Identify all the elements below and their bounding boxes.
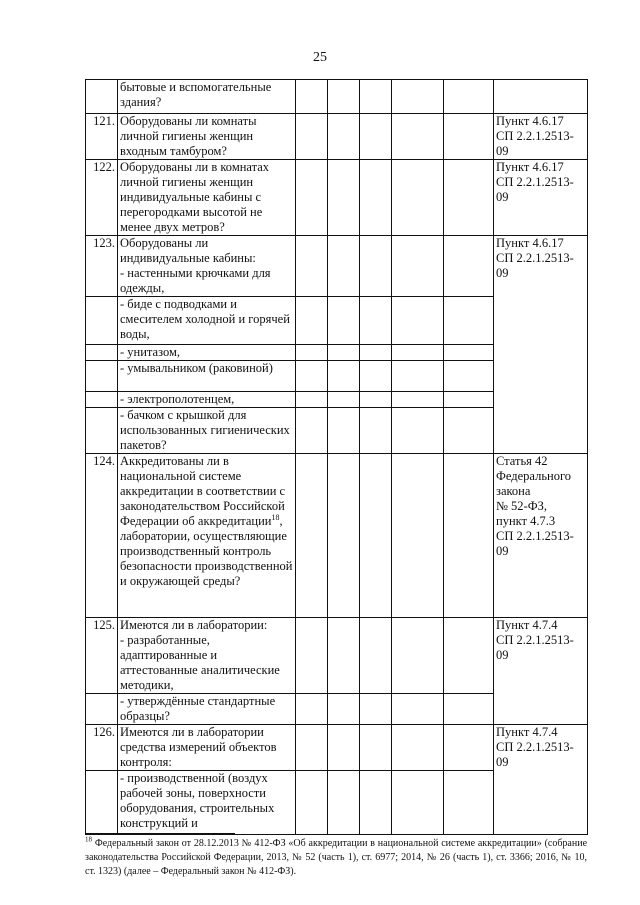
note-cell bbox=[444, 618, 494, 694]
note-cell bbox=[444, 236, 494, 297]
reference-cell: Пункт 4.7.4 СП 2.2.1.2513-09 bbox=[494, 618, 588, 725]
question-text: Оборудованы ли индивидуальные кабины: - настенными крючками для одежды, bbox=[120, 236, 271, 295]
answer-na-cell bbox=[360, 454, 392, 618]
answer-cell bbox=[392, 771, 444, 835]
question-cell bbox=[118, 771, 296, 835]
question-cell bbox=[118, 725, 296, 771]
table-row bbox=[86, 454, 588, 618]
table-row bbox=[86, 236, 588, 297]
row-number: 124. bbox=[86, 454, 118, 618]
answer-no-cell bbox=[328, 361, 360, 392]
question-cell bbox=[118, 361, 296, 392]
answer-na-cell bbox=[360, 771, 392, 835]
question-text: Оборудованы ли в комнатах личной гигиены женщин индивидуальные кабины с перегородками высотой не менее двух метров? bbox=[120, 160, 270, 234]
note-cell bbox=[444, 392, 494, 408]
answer-yes-cell bbox=[296, 160, 328, 236]
answer-cell bbox=[392, 160, 444, 236]
note-cell bbox=[444, 771, 494, 835]
row-number bbox=[86, 345, 118, 361]
answer-na-cell bbox=[360, 80, 392, 114]
answer-no-cell bbox=[328, 236, 360, 297]
answer-no-cell bbox=[328, 80, 360, 114]
note-cell bbox=[444, 297, 494, 345]
answer-no-cell bbox=[328, 114, 360, 160]
reference-cell: Пункт 4.6.17 СП 2.2.1.2513-09 bbox=[494, 236, 588, 454]
note-cell bbox=[444, 160, 494, 236]
answer-cell bbox=[392, 345, 444, 361]
question-cell bbox=[118, 236, 296, 297]
row-number: 125. bbox=[86, 618, 118, 694]
question-cell bbox=[118, 80, 296, 114]
question-text: - бачком с крышкой для использованных гигиенических пакетов? bbox=[120, 408, 290, 452]
answer-cell bbox=[392, 454, 444, 618]
note-cell bbox=[444, 114, 494, 160]
note-cell bbox=[444, 80, 494, 114]
answer-na-cell bbox=[360, 618, 392, 694]
answer-cell bbox=[392, 392, 444, 408]
answer-cell bbox=[392, 80, 444, 114]
answer-no-cell bbox=[328, 392, 360, 408]
row-number bbox=[86, 297, 118, 345]
question-cell bbox=[118, 408, 296, 454]
question-text: - биде с подводками и смесителем холодной и горячей воды, bbox=[120, 297, 290, 341]
answer-no-cell bbox=[328, 454, 360, 618]
question-cell bbox=[118, 297, 296, 345]
row-number: 122. bbox=[86, 160, 118, 236]
answer-cell bbox=[392, 618, 444, 694]
footnote bbox=[85, 837, 587, 879]
question-cell bbox=[118, 160, 296, 236]
reference-cell: Пункт 4.7.4 СП 2.2.1.2513-09 bbox=[494, 725, 588, 835]
question-text: - утверждённые стандартные образцы? bbox=[120, 694, 276, 723]
question-cell bbox=[118, 392, 296, 408]
answer-no-cell bbox=[328, 771, 360, 835]
question-text: - унитазом, bbox=[120, 345, 180, 359]
footnote-divider bbox=[85, 833, 235, 834]
row-number bbox=[86, 771, 118, 835]
row-number: 126. bbox=[86, 725, 118, 771]
answer-cell bbox=[392, 408, 444, 454]
answer-na-cell bbox=[360, 725, 392, 771]
answer-cell bbox=[392, 725, 444, 771]
answer-cell bbox=[392, 361, 444, 392]
answer-na-cell bbox=[360, 408, 392, 454]
question-text: - умывальником (раковиной) bbox=[120, 361, 273, 375]
answer-no-cell bbox=[328, 160, 360, 236]
reference-cell: Статья 42 Федерального закона № 52-ФЗ, пункт 4.7.3 СП 2.2.1.2513-09 bbox=[494, 454, 588, 618]
answer-no-cell bbox=[328, 694, 360, 725]
answer-yes-cell bbox=[296, 297, 328, 345]
answer-yes-cell bbox=[296, 618, 328, 694]
reference-cell bbox=[494, 80, 588, 114]
answer-no-cell bbox=[328, 297, 360, 345]
answer-yes-cell bbox=[296, 725, 328, 771]
answer-cell bbox=[392, 236, 444, 297]
question-cell bbox=[118, 345, 296, 361]
answer-na-cell bbox=[360, 345, 392, 361]
question-cell bbox=[118, 618, 296, 694]
question-text: Оборудованы ли комнаты личной гигиены женщин входным тамбуром? bbox=[120, 114, 257, 158]
question-text-tail: , лаборатории, осуществляющие производственный контроль безопасности производственной и окружающей среды? bbox=[120, 514, 293, 588]
table-row bbox=[86, 160, 588, 236]
answer-yes-cell bbox=[296, 392, 328, 408]
table-row bbox=[86, 114, 588, 160]
answer-na-cell bbox=[360, 160, 392, 236]
answer-yes-cell bbox=[296, 345, 328, 361]
answer-no-cell bbox=[328, 408, 360, 454]
footnote-mark: 18 bbox=[271, 512, 280, 522]
note-cell bbox=[444, 454, 494, 618]
answer-cell bbox=[392, 114, 444, 160]
footnote-text: Федеральный закон от 28.12.2013 № 412-ФЗ «Об аккредитации в национальной системе аккредитации» (собрание законодательства Российской Федерации, 2013, № 52 (часть 1), ст. 6977; 2014, № 26 (часть 1), ст. 3366; 2016, № 10, ст. 1323) (далее – Федеральный закон № 412-ФЗ). bbox=[85, 838, 588, 877]
row-number bbox=[86, 392, 118, 408]
answer-yes-cell bbox=[296, 771, 328, 835]
question-text: Аккредитованы ли в национальной системе аккредитации в соответствии с законодательством Российской Федерации об аккредитации bbox=[120, 454, 286, 528]
row-number bbox=[86, 80, 118, 114]
note-cell bbox=[444, 725, 494, 771]
answer-na-cell bbox=[360, 114, 392, 160]
row-number bbox=[86, 694, 118, 725]
reference-cell: Пункт 4.6.17 СП 2.2.1.2513-09 bbox=[494, 160, 588, 236]
answer-no-cell bbox=[328, 725, 360, 771]
answer-na-cell bbox=[360, 392, 392, 408]
checklist-table bbox=[85, 79, 588, 835]
answer-yes-cell bbox=[296, 236, 328, 297]
answer-cell bbox=[392, 694, 444, 725]
question-cell bbox=[118, 114, 296, 160]
question-text: - электрополотенцем, bbox=[120, 392, 235, 406]
note-cell bbox=[444, 408, 494, 454]
question-text: Имеются ли в лаборатории: - разработанные, адаптированные и аттестованные аналитические методики, bbox=[120, 618, 280, 692]
row-number: 121. bbox=[86, 114, 118, 160]
answer-cell bbox=[392, 297, 444, 345]
answer-no-cell bbox=[328, 618, 360, 694]
row-number bbox=[86, 408, 118, 454]
row-number: 123. bbox=[86, 236, 118, 297]
reference-cell: Пункт 4.6.17 СП 2.2.1.2513-09 bbox=[494, 114, 588, 160]
answer-yes-cell bbox=[296, 114, 328, 160]
question-text: бытовые и вспомогательные здания? bbox=[120, 80, 272, 109]
answer-yes-cell bbox=[296, 694, 328, 725]
answer-yes-cell bbox=[296, 454, 328, 618]
note-cell bbox=[444, 694, 494, 725]
question-text: Имеются ли в лаборатории средства измерений объектов контроля: bbox=[120, 725, 277, 769]
question-cell bbox=[118, 454, 296, 618]
answer-no-cell bbox=[328, 345, 360, 361]
note-cell bbox=[444, 345, 494, 361]
page-number: 25 bbox=[313, 50, 327, 65]
footnote-mark: 18 bbox=[85, 835, 92, 844]
answer-yes-cell bbox=[296, 408, 328, 454]
answer-yes-cell bbox=[296, 361, 328, 392]
answer-na-cell bbox=[360, 361, 392, 392]
answer-yes-cell bbox=[296, 80, 328, 114]
table-row bbox=[86, 618, 588, 694]
table-row bbox=[86, 80, 588, 114]
answer-na-cell bbox=[360, 297, 392, 345]
answer-na-cell bbox=[360, 236, 392, 297]
row-number bbox=[86, 361, 118, 392]
answer-na-cell bbox=[360, 694, 392, 725]
table-row bbox=[86, 725, 588, 771]
note-cell bbox=[444, 361, 494, 392]
question-cell bbox=[118, 694, 296, 725]
question-text: - производственной (воздух рабочей зоны, поверхности оборудования, строительных конструкций и bbox=[120, 771, 275, 830]
